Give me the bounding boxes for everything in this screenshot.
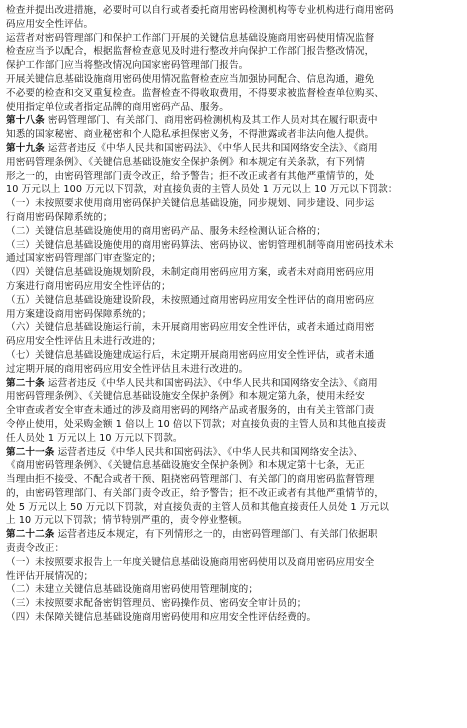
text-line [6,225,461,239]
line-text: 全审查或者安全审查未通过的涉及商用密码的网络产品或者服务的，由有关主管部门责 [6,405,375,417]
line-text: （二）关键信息基础设施使用的商用密码产品、服务未经检测认证合格的； [6,225,326,237]
text-line [6,87,461,101]
line-text: 运营者对密码管理部门和保护工作部门开展的关键信息基础设施商用密码使用情况监督 [6,32,375,44]
line-text: 令停止使用，处采购金额 1 倍以上 10 倍以下罚款；对直接负责的主管人员和其他直接责 [6,418,387,430]
text-line [6,487,461,501]
line-text: 保护工作部门应当将整改情况向国家密码管理部门报告。 [6,60,249,72]
line-text: 运营者违反《中华人民共和国密码法》、《中华人民共和国网络安全法》、《商用 [44,377,378,389]
article-number: 第十九条 [6,142,45,154]
text-line [6,239,461,253]
article-number: 第二十二条 [6,529,55,541]
line-text: （二）未建立关键信息基础设施商用密码使用管理制度的； [6,584,259,596]
text-line [6,45,461,59]
text-line [6,556,461,570]
text-line [6,32,461,46]
text-line [6,446,461,460]
line-text: 责责令改正： [6,543,65,555]
text-line [6,542,461,556]
text-line [6,583,461,597]
article-number: 第二十一条 [6,446,55,458]
text-line [6,101,461,115]
line-text: 运营者违反本规定，有下列情形之一的，由密码管理部门、有关部门依据职 [54,529,378,541]
text-line [6,377,461,391]
text-line [6,514,461,528]
line-text: 不必要的检查和交叉重复检查。监督检查不得收取费用，不得要求被监督检查单位购买、 [6,87,385,99]
line-text: 用方案建设商用密码保障系统的； [6,308,152,320]
text-line [6,349,461,363]
text-line [6,59,461,73]
text-line [6,611,461,625]
line-text: 码应用安全性评估且未进行改进的； [6,336,162,348]
line-text: 运营者违反《中华人民共和国密码法》、《中华人民共和国网络安全法》、 [54,446,364,458]
text-line [6,183,461,197]
line-text: （一）未按照要求报告上一年度关键信息基础设施商用密码使用以及商用密码应用安全 [6,556,375,568]
text-line [6,335,461,349]
text-line [6,197,461,211]
text-line [6,294,461,308]
text-line [6,321,461,335]
line-text: 码应用安全性评估。 [6,18,94,30]
text-line [6,252,461,266]
line-text: （六）关键信息基础设施运行前，未开展商用密码应用安全性评估，或者未通过商用密 [6,322,375,334]
text-line [6,404,461,418]
line-text: （七）关键信息基础设施建成运行后，未定期开展商用密码应用安全性评估，或者未通 [6,349,375,361]
text-line [6,473,461,487]
text-line [6,156,461,170]
line-text: 形之一的，由密码管理部门责令改正，给予警告；拒不改正或者有其他严重情节的，处 [6,170,375,182]
line-text: （三）关键信息基础设施使用的商用密码算法、密码协议、密钥管理机制等商用密码技术未 [6,239,394,251]
line-text: 处 5 万元以上 50 万元以下罚款，对直接负责的主管人员和其他直接责任人员处 1 万元以 [6,501,389,513]
line-text: 开展关键信息基础设施商用密码使用情况监督检查应当加强协同配合、信息沟通，避免 [6,73,375,85]
text-line [6,501,461,515]
text-line [6,570,461,584]
line-text: 密码管理部门、有关部门、商用密码检测机构及其工作人员对其在履行职责中 [44,115,378,127]
text-line [6,528,461,542]
text-line [6,280,461,294]
text-line [6,308,461,322]
line-text: 10 万元以上 100 万元以下罚款，对直接负责的主管人员处 1 万元以上 10 万元以下罚款： [6,184,398,196]
line-text: 检查应当予以配合，根据监督检查意见及时进行整改并向保护工作部门报告整改情况， [6,46,375,58]
text-line [6,459,461,473]
line-text: （四）未保障关键信息基础设施商用密码使用和应用安全性评估经费的。 [6,612,317,624]
text-line [6,363,461,377]
line-text: 性评估开展情况的； [6,570,94,582]
line-text: 知悉的国家秘密、商业秘密和个人隐私承担保密义务，不得泄露或者非法向他人提供。 [6,129,375,141]
line-text: 使用指定单位或者指定品牌的商用密码产品、服务。 [6,101,229,113]
line-text: 行商用密码保障系统的； [6,211,113,223]
text-line [6,114,461,128]
text-line [6,4,461,18]
line-text: 上 10 万元以下罚款；情节特别严重的，责令停业整顿。 [6,515,248,527]
text-line [6,18,461,32]
line-text: 方案进行商用密码应用安全性评估的； [6,280,171,292]
text-line [6,211,461,225]
line-text: 用密码管理条例》、《关键信息基础设施安全保护条例》和本规定第九条，使用未经安 [6,391,365,403]
text-line [6,266,461,280]
text-line [6,390,461,404]
line-text: （一）未按照要求使用商用密码保护关键信息基础设施，同步规划、同步建设、同步运 [6,198,375,210]
line-text: 当理由拒不接受、不配合或者干预、阻挠密码管理部门、有关部门的商用密码监督管理 [6,474,375,486]
line-text: 运营者违反《中华人民共和国密码法》、《中华人民共和国网络安全法》、《商用 [44,142,378,154]
line-text: 的，由密码管理部门、有关部门责令改正，给予警告；拒不改正或者有其他严重情节的， [6,487,385,499]
text-line [6,142,461,156]
line-text: 检查并提出改进措施，必要时可以自行或者委托商用密码检测机构等专业机构进行商用密码 [6,5,394,16]
article-number: 第二十条 [6,377,45,389]
line-text: 《商用密码管理条例》、《关键信息基础设施安全保护条例》和本规定第十七条，无正 [6,460,365,472]
text-line [6,128,461,142]
line-text: （四）关键信息基础设施规划阶段，未制定商用密码应用方案，或者未对商用密码应用 [6,267,375,279]
text-line [6,597,461,611]
text-line [6,432,461,446]
line-text: 用密码管理条例》、《关键信息基础设施安全保护条例》和本规定有关条款，有下列情 [6,156,365,168]
line-text: 任人员处 1 万元以上 10 万元以下罚款。 [6,432,183,444]
text-line [6,418,461,432]
line-text: （五）关键信息基础设施建设阶段，未按照通过商用密码应用安全性评估的商用密码应 [6,294,375,306]
line-text: 通过国家密码管理部门审查鉴定的； [6,253,162,265]
text-line [6,73,461,87]
article-number: 第十八条 [6,115,45,127]
line-text: （三）未按照要求配备密钥管理员、密码操作员、密码安全审计员的； [6,598,307,610]
line-text: 过定期开展的商用密码应用安全性评估且未进行改进的。 [6,363,249,375]
text-line [6,170,461,184]
